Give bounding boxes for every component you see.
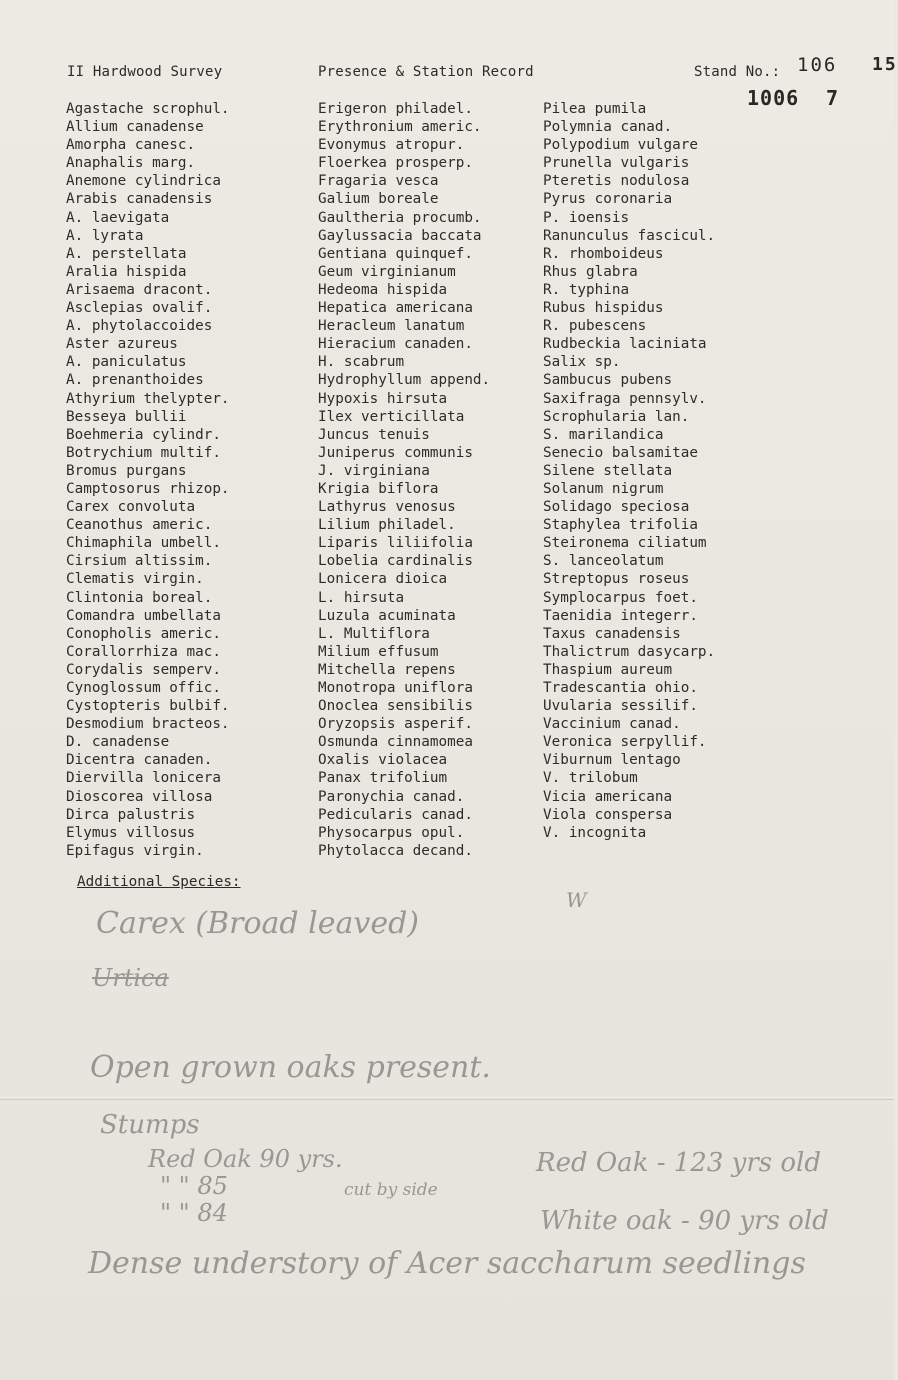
species-item: Prunella vulgaris xyxy=(543,155,690,172)
note-dense-understory: Dense understory of Acer saccharum seedlings xyxy=(88,1246,806,1281)
species-item: A. prenanthoides xyxy=(66,372,204,389)
species-item: Besseya bullii xyxy=(66,408,187,425)
species-item: Uvularia sessilif. xyxy=(543,698,698,715)
species-item: Botrychium multif. xyxy=(66,444,221,461)
species-item: Pilea pumila xyxy=(543,101,647,117)
species-item: Taxus canadensis xyxy=(543,625,681,642)
note-cut-by-side: cut by side xyxy=(344,1180,438,1200)
species-item: Vaccinium canad. xyxy=(543,716,681,733)
species-item: Anemone cylindrica xyxy=(66,173,221,190)
species-item: Cynoglossum offic. xyxy=(66,680,221,696)
species-item: Oryzopsis asperif. xyxy=(318,716,473,733)
species-item: Aster azureus xyxy=(66,336,178,353)
species-item: Allium canadense xyxy=(66,119,204,136)
species-item: Liparis liliifolia xyxy=(318,535,473,552)
species-item: Asclepias ovalif. xyxy=(66,300,213,317)
species-item: Epifagus virgin. xyxy=(66,842,204,859)
species-item: Lonicera dioica xyxy=(318,571,448,588)
species-item: Monotropa uniflora xyxy=(318,680,473,696)
species-item: Ilex verticillata xyxy=(318,408,465,425)
note-red-oak-90: Red Oak 90 yrs. xyxy=(148,1145,343,1173)
species-item: Polypodium vulgare xyxy=(543,137,698,154)
stand-label: Stand No.: xyxy=(694,64,781,80)
species-item: Thaspium aureum xyxy=(543,661,673,678)
note-carex-broad-leaved: Carex (Broad leaved) xyxy=(96,906,420,941)
note-stumps: Stumps xyxy=(100,1110,200,1140)
species-item: Galium boreale xyxy=(318,191,439,208)
note-ditto-84: " " 84 xyxy=(160,1199,228,1227)
record-title: Presence & Station Record xyxy=(318,64,534,80)
species-item: Fragaria vesca xyxy=(318,173,439,190)
species-item: Scrophularia lan. xyxy=(543,408,690,425)
species-item: Phytolacca decand. xyxy=(318,842,473,859)
species-item: A. perstellata xyxy=(66,245,187,262)
species-item: Lilium philadel. xyxy=(318,517,456,534)
species-item: Gaylussacia baccata xyxy=(318,227,482,244)
species-item: Arabis canadensis xyxy=(66,191,213,208)
species-item: Geum virginianum xyxy=(318,263,456,280)
species-item: Gaultheria procumb. xyxy=(318,209,482,226)
species-item: Salix sp. xyxy=(543,354,621,371)
species-item: Solanum nigrum xyxy=(543,480,664,497)
species-column-2 xyxy=(318,100,490,860)
species-item: Carex convoluta xyxy=(66,499,196,516)
species-item: Floerkea prosperp. xyxy=(318,155,473,172)
species-item: Anaphalis marg. xyxy=(66,155,196,172)
species-item: Luzula acuminata xyxy=(318,607,456,624)
species-item: Dioscorea villosa xyxy=(66,788,213,805)
note-white-oak-90: White oak - 90 yrs old xyxy=(540,1206,829,1236)
note-red-oak-123: Red Oak - 123 yrs old xyxy=(536,1148,821,1178)
species-item: Agastache scrophul. xyxy=(66,101,230,117)
species-item: Thalictrum dasycarp. xyxy=(543,643,716,660)
species-item: Hydrophyllum append. xyxy=(318,372,491,389)
species-item: A. lyrata xyxy=(66,227,144,244)
species-item: V. trilobum xyxy=(543,770,638,787)
species-item: Juniperus communis xyxy=(318,444,473,461)
species-item: Cirsium altissim. xyxy=(66,553,213,570)
species-item: L. hirsuta xyxy=(318,589,405,606)
species-item: Symplocarpus foet. xyxy=(543,589,698,606)
species-item: Ceanothus americ. xyxy=(66,517,213,534)
species-item: Hedeoma hispida xyxy=(318,281,448,298)
species-item: Steironema ciliatum xyxy=(543,535,707,552)
species-item: S. marilandica xyxy=(543,426,664,443)
species-item: R. rhomboideus xyxy=(543,245,664,262)
stand-number-stamped-suffix: 7 xyxy=(826,86,841,110)
note-crossed-out: Urtica xyxy=(92,964,169,992)
species-item: Rhus glabra xyxy=(543,263,638,280)
note-open-grown-oaks: Open grown oaks present. xyxy=(90,1050,491,1085)
species-item: Taenidia integerr. xyxy=(543,607,698,624)
species-item: Erigeron philadel. xyxy=(318,101,473,117)
species-item: S. lanceolatum xyxy=(543,553,664,570)
species-item: Pteretis nodulosa xyxy=(543,173,690,190)
species-item: Erythronium americ. xyxy=(318,119,482,136)
species-item: R. typhina xyxy=(543,281,630,298)
species-item: Bromus purgans xyxy=(66,462,187,479)
species-item: Diervilla lonicera xyxy=(66,770,221,787)
additional-species-label: Additional Species: xyxy=(77,874,241,890)
species-item: Comandra umbellata xyxy=(66,607,221,624)
species-item: V. incognita xyxy=(543,824,647,841)
species-item: Corallorrhiza mac. xyxy=(66,643,221,660)
species-item: Vicia americana xyxy=(543,788,673,805)
species-item: Lathyrus venosus xyxy=(318,499,456,516)
species-item: Heracleum lanatum xyxy=(318,318,465,335)
species-item: Milium effusum xyxy=(318,643,439,660)
species-item: Tradescantia ohio. xyxy=(543,680,698,696)
species-item: Silene stellata xyxy=(543,462,673,479)
species-item: Senecio balsamitae xyxy=(543,444,698,461)
note-ditto-85: " " 85 xyxy=(160,1172,228,1200)
stand-number-stamped: 1006 xyxy=(747,86,800,110)
species-item: Desmodium bracteos. xyxy=(66,716,230,733)
species-item: Sambucus pubens xyxy=(543,372,673,389)
species-item: L. Multiflora xyxy=(318,625,430,642)
species-item: Streptopus roseus xyxy=(543,571,690,588)
species-item: Juncus tenuis xyxy=(318,426,430,443)
species-item: Evonymus atropur. xyxy=(318,137,465,154)
species-item: A. paniculatus xyxy=(66,354,187,371)
note-mark: W xyxy=(566,888,587,912)
stand-number-typed: 106 xyxy=(797,54,838,76)
species-item: Amorpha canesc. xyxy=(66,137,196,154)
species-item: Camptosorus rhizop. xyxy=(66,480,230,497)
species-item: Osmunda cinnamomea xyxy=(318,734,473,751)
species-item: Corydalis semperv. xyxy=(66,661,221,678)
species-item: Onoclea sensibilis xyxy=(318,698,473,715)
species-item: Staphylea trifolia xyxy=(543,517,698,534)
species-item: A. phytolaccoides xyxy=(66,318,213,335)
species-item: Cystopteris bulbif. xyxy=(66,698,230,715)
species-item: P. ioensis xyxy=(543,209,630,226)
species-item: Arisaema dracont. xyxy=(66,281,213,298)
species-item: Hepatica americana xyxy=(318,300,473,317)
species-item: Viola conspersa xyxy=(543,806,673,823)
species-item: Ranunculus fascicul. xyxy=(543,227,716,244)
species-item: Panax trifolium xyxy=(318,770,448,787)
species-item: Conopholis americ. xyxy=(66,625,221,642)
species-item: Dirca palustris xyxy=(66,806,196,823)
species-item: Boehmeria cylindr. xyxy=(66,426,221,443)
species-item: Clematis virgin. xyxy=(66,571,204,588)
species-column-1 xyxy=(66,100,230,860)
species-item: Dicentra canaden. xyxy=(66,752,213,769)
species-column-3 xyxy=(543,100,715,842)
species-item: Aralia hispida xyxy=(66,263,187,280)
species-item: J. virginiana xyxy=(318,462,430,479)
species-item: Krigia biflora xyxy=(318,480,439,497)
species-item: A. laevigata xyxy=(66,209,170,226)
species-item: Veronica serpyllif. xyxy=(543,734,707,751)
species-item: Mitchella repens xyxy=(318,661,456,678)
survey-title: II Hardwood Survey xyxy=(67,64,223,80)
species-item: Clintonia boreal. xyxy=(66,589,213,606)
species-item: H. scabrum xyxy=(318,354,405,371)
species-item: Physocarpus opul. xyxy=(318,824,465,841)
species-item: Hieracium canaden. xyxy=(318,336,473,353)
species-item: Hypoxis hirsuta xyxy=(318,390,448,407)
species-item: D. canadense xyxy=(66,734,170,751)
species-item: R. pubescens xyxy=(543,318,647,335)
species-item: Athyrium thelypter. xyxy=(66,390,230,407)
species-item: Gentiana quinquef. xyxy=(318,245,473,262)
species-item: Solidago speciosa xyxy=(543,499,690,516)
species-item: Elymus villosus xyxy=(66,824,196,841)
species-item: Saxifraga pennsylv. xyxy=(543,390,707,407)
species-item: Viburnum lentago xyxy=(543,752,681,769)
species-item: Lobelia cardinalis xyxy=(318,553,473,570)
species-item: Polymnia canad. xyxy=(543,119,673,136)
species-item: Oxalis violacea xyxy=(318,752,448,769)
species-item: Rudbeckia laciniata xyxy=(543,336,707,353)
stand-number-mark: 15 xyxy=(872,54,898,75)
species-item: Rubus hispidus xyxy=(543,300,664,317)
species-item: Chimaphila umbell. xyxy=(66,535,221,552)
species-item: Pyrus coronaria xyxy=(543,191,673,208)
species-item: Pedicularis canad. xyxy=(318,806,473,823)
species-item: Paronychia canad. xyxy=(318,788,465,805)
paper-fold-line xyxy=(0,1097,894,1100)
